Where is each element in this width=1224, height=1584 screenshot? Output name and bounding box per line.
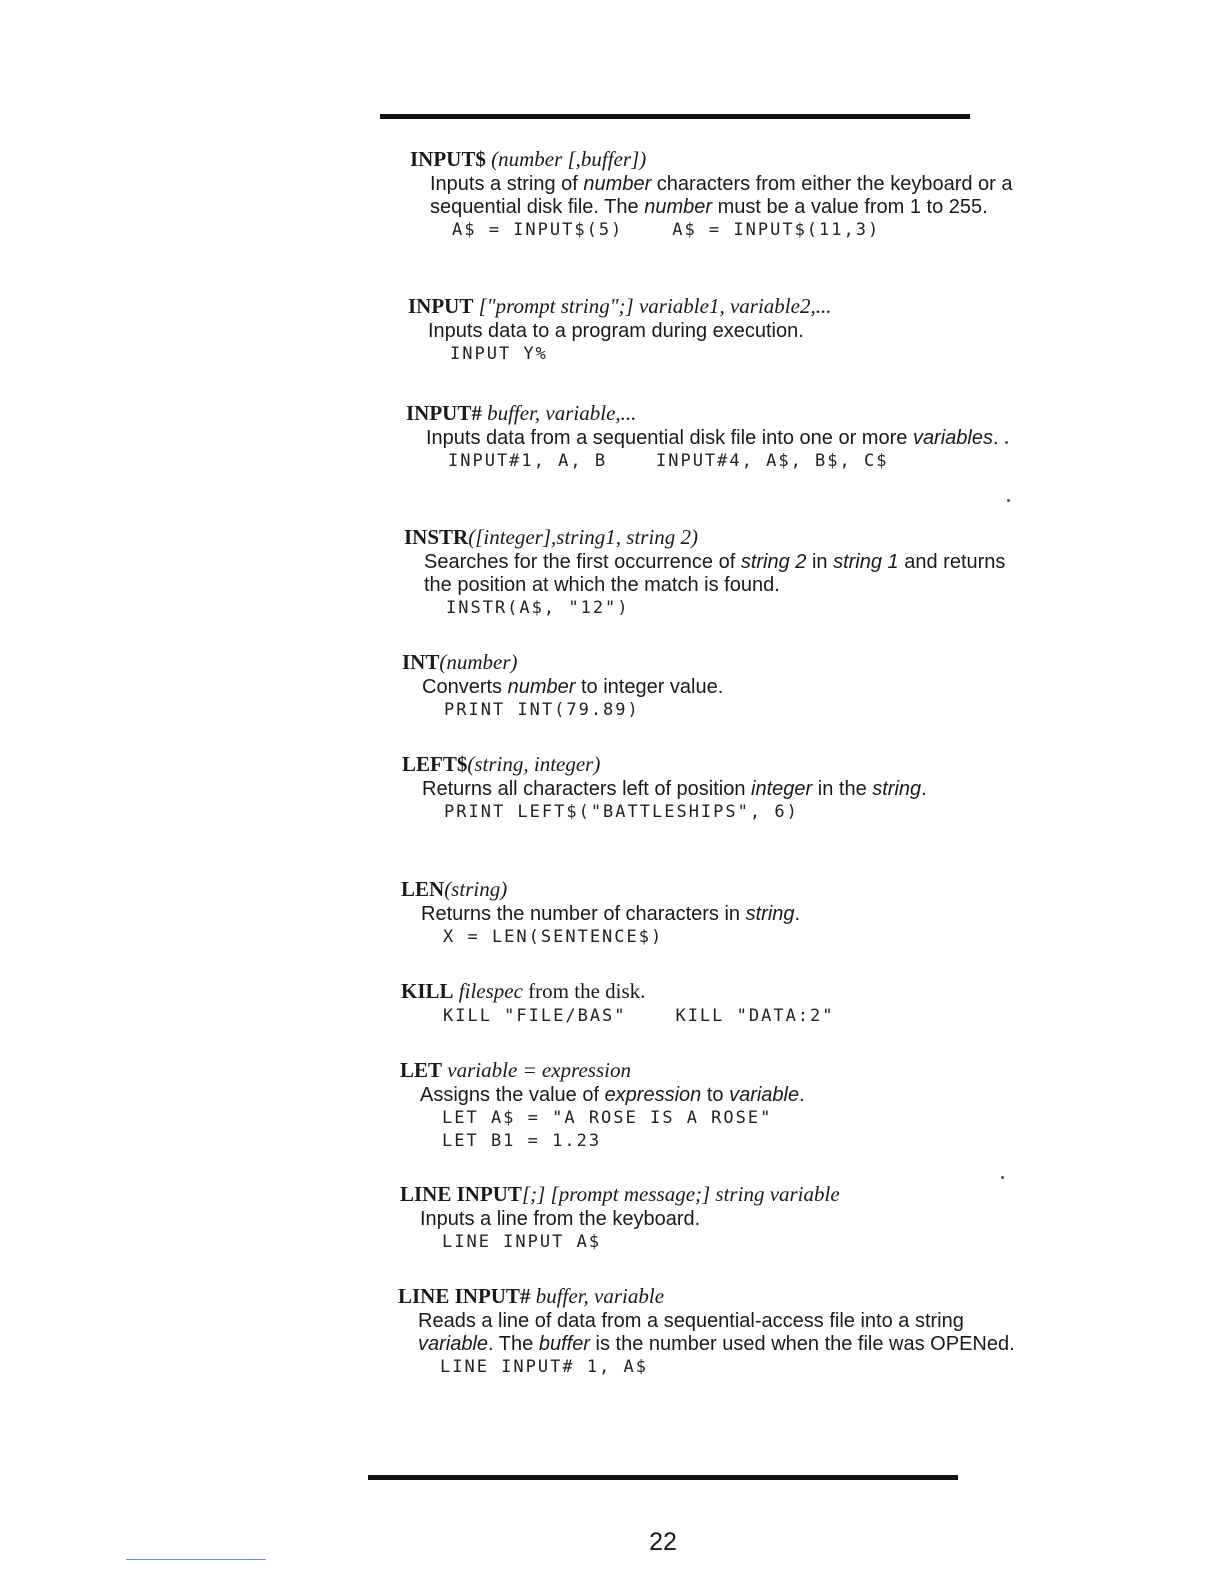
- description-text: Reads a line of data from a sequential-access file into a string: [418, 1310, 964, 1332]
- scan-speck: [1001, 1176, 1004, 1179]
- description-term: variable: [418, 1333, 489, 1355]
- code-example: A$ = INPUT$(5) A$ = INPUT$(11,3): [452, 220, 881, 240]
- code-example: LINE INPUT A$: [442, 1232, 602, 1252]
- scan-speck: [1005, 441, 1008, 444]
- description-text: in the: [812, 778, 873, 800]
- entry-heading: [406, 400, 1026, 427]
- entry-heading: [400, 1181, 1020, 1208]
- syntax-tail: from the disk.: [522, 979, 646, 1003]
- entry-line-input: [398, 1283, 1018, 1379]
- entry-description: [428, 320, 1028, 343]
- description-text: Converts: [422, 676, 508, 698]
- syntax-args: ([integer],string1, string 2): [468, 525, 699, 549]
- description-text: must be a value from 1 to 255.: [712, 196, 988, 218]
- entry-heading: [401, 876, 1021, 903]
- keyword: INPUT#: [406, 401, 482, 425]
- description-text: Inputs data from a sequential disk file into one or more: [426, 427, 913, 449]
- code-example: KILL "FILE/BAS" KILL "DATA:2": [443, 1006, 835, 1026]
- description-text: is the number used when the file was OPENed.: [589, 1333, 1015, 1355]
- entry-description: [422, 778, 1022, 801]
- entry-int: [402, 649, 1022, 722]
- entry-heading: [410, 146, 1030, 173]
- entry-description: [421, 903, 1021, 926]
- description-text: Inputs data to a program during execution.: [428, 320, 804, 342]
- description-term: string 2: [740, 551, 807, 573]
- description-term: expression: [604, 1084, 702, 1106]
- syntax-args: (number [,buffer]): [485, 147, 647, 171]
- syntax-args: buffer, variable: [530, 1284, 665, 1308]
- description-text: to integer value.: [575, 676, 724, 698]
- description-text: in: [806, 551, 834, 573]
- entry-input: [410, 146, 1030, 242]
- code-example: LET A$ = "A ROSE IS A ROSE": [442, 1108, 773, 1128]
- entry-description: [426, 427, 1026, 450]
- keyword: LEFT$: [402, 752, 468, 776]
- description-term: string: [745, 903, 795, 925]
- description-term: string: [872, 778, 922, 800]
- entry-heading: [404, 524, 1024, 551]
- description-text: .: [992, 427, 999, 449]
- entry-description: [420, 1208, 1020, 1231]
- keyword: KILL: [401, 979, 454, 1003]
- description-text: .: [794, 903, 801, 925]
- entry-heading: [402, 649, 1022, 676]
- description-text: .: [921, 778, 927, 800]
- description-text: Returns the number of characters in: [421, 903, 746, 925]
- keyword: LET: [400, 1058, 443, 1082]
- code-example: PRINT INT(79.89): [444, 700, 640, 720]
- entry-heading: [402, 751, 1022, 778]
- entry-description: [422, 676, 1022, 699]
- code-example: INPUT Y%: [450, 344, 548, 364]
- description-text: Searches for the first occurrence of: [424, 551, 741, 573]
- description-text: Assigns the value of: [420, 1084, 605, 1106]
- code-example: X = LEN(SENTENCE$): [443, 927, 664, 947]
- entry-description: [424, 551, 1024, 597]
- code-example: INPUT#1, A, B INPUT#4, A$, B$, C$: [448, 451, 889, 471]
- syntax-args: ["prompt string";] variable1, variable2,...: [473, 294, 832, 318]
- description-text: characters from either the keyboard or a sequential disk file. The: [430, 173, 1013, 218]
- entry-let: [400, 1057, 1020, 1153]
- entry-instr: [404, 524, 1024, 620]
- description-term: string 1: [833, 551, 899, 573]
- code-example: PRINT LEFT$("BATTLESHIPS", 6): [444, 802, 799, 822]
- syntax-args: filespec: [453, 979, 523, 1003]
- entry-heading: [398, 1283, 1018, 1310]
- scan-speck: [1007, 499, 1010, 502]
- keyword: LINE INPUT#: [398, 1284, 531, 1308]
- entry-input: [406, 400, 1026, 473]
- description-text: and returns the position at which the match is found.: [424, 551, 1006, 596]
- description-term: variable: [729, 1084, 800, 1106]
- description-term: number: [507, 676, 576, 698]
- keyword: INPUT: [408, 294, 474, 318]
- keyword: LINE INPUT: [400, 1182, 522, 1206]
- entry-kill: [401, 978, 1021, 1028]
- entry-heading: [400, 1057, 1020, 1084]
- syntax-args: (string, integer): [467, 752, 601, 776]
- syntax-args: (number): [439, 650, 518, 674]
- entry-input: [408, 293, 1028, 366]
- corner-underline: [126, 1559, 266, 1560]
- description-text: Returns all characters left of position: [422, 778, 752, 800]
- entry-line-input: [400, 1181, 1020, 1254]
- description-term: number: [644, 196, 713, 218]
- code-example: LET B1 = 1.23: [442, 1131, 602, 1151]
- top-rule: [380, 114, 970, 119]
- bottom-rule: [368, 1475, 958, 1480]
- description-term: variables: [912, 427, 993, 449]
- description-text: Inputs a line from the keyboard.: [420, 1208, 701, 1230]
- description-text: Inputs a string of: [430, 173, 584, 195]
- syntax-args: buffer, variable,...: [481, 401, 637, 425]
- entry-description: [430, 173, 1030, 219]
- entry-description: [420, 1084, 1020, 1107]
- description-text: . The: [488, 1333, 539, 1355]
- description-term: integer: [751, 778, 813, 800]
- syntax-args: [;] [prompt message;] string variable: [521, 1182, 840, 1206]
- entry-heading: [408, 293, 1028, 320]
- description-term: buffer: [538, 1333, 590, 1355]
- description-text: to: [701, 1084, 730, 1106]
- keyword: INSTR: [404, 525, 469, 549]
- description-term: number: [583, 173, 652, 195]
- keyword: LEN: [401, 877, 445, 901]
- syntax-args: (string): [444, 877, 508, 901]
- keyword: INT: [402, 650, 440, 674]
- entry-left: [402, 751, 1022, 824]
- entry-description: [418, 1310, 1018, 1356]
- page-number: 22: [649, 1528, 677, 1556]
- syntax-args: variable = expression: [442, 1058, 631, 1082]
- code-example: LINE INPUT# 1, A$: [440, 1357, 648, 1377]
- entry-heading: [401, 978, 1021, 1005]
- keyword: INPUT$: [410, 147, 486, 171]
- entry-len: [401, 876, 1021, 949]
- code-example: INSTR(A$, "12"): [446, 598, 630, 618]
- description-text: .: [799, 1084, 805, 1106]
